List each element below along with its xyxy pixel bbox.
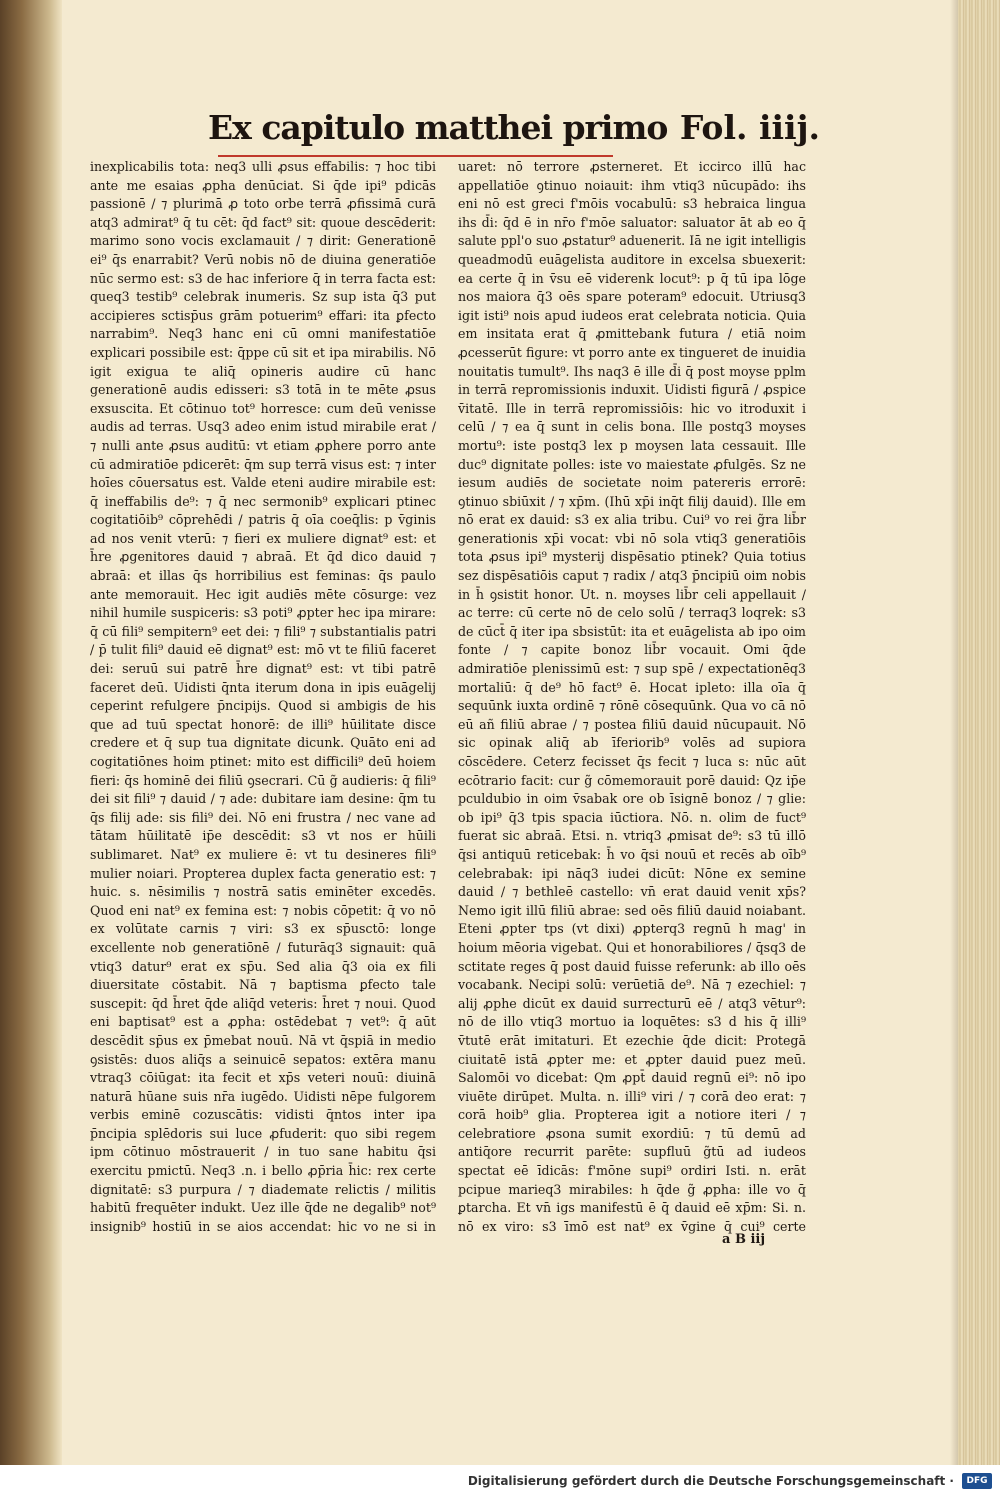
text-column-left <box>90 158 436 1238</box>
red-underline <box>218 155 613 157</box>
running-header <box>208 108 820 158</box>
text-column-right <box>458 158 806 1238</box>
dfg-logo: DFG <box>962 1473 992 1489</box>
signature-mark: a B iij <box>722 1232 766 1247</box>
column-right-text: uaret: nō terrore ꝓsterneret. Et iccirco illū hac appellatiōe ꝯtinuo noiauit: ihm vtiq3 nūcupādo: ihs eni nō est greci f'mōis vocabulū: s3 hebraica lingua ihs d̄i: q̄d ē in nr̄o f'mōe saluator: saluator āt ab eo q̄ salute ppl'o suo ꝓstatur⁹ aduenerit. Iā ne igit intelligis queadmodū euāgelista auditore in excelsa sbuexerit: ea certe q̄ in v̄su eē viderenk locut⁹: p q̄ tū ipa lōge nos maiora q̄3 oēs spare poteram⁹ edocuit. Utriusq3 igit isti⁹ nois apud iudeos erat celebrata noticia. Quia em insitata erat q̄ ꝓmittebank futura / etiā noim ꝓcesserūt figure: vt porro ante ex tingueret de inuidia nouitatis tumult⁹. Ihs naq3 ē ille d̄i q̄ post moyse pplm in terrā repromissionis induxit. Uidisti figurā / ꝓspice v̄itatē. Ille in terrā repromissiōis: hic vo itroduxit i celū / ⁊ ea q̄ sunt in celis bona. Ille postq3 moyses mortu⁹: iste postq3 lex p moysen lata cessauit. Ille duc⁹ dignitate polles: iste vo maiestate ꝓfulgēs. Sz ne iesum audiēs de societate noim patereris errorē: ꝯtinuo sbiūxit / ⁊ xp̄m. (Ihū xp̄i inq̄t filij dauid). Ille em nō erat ex dauid: s3 ex alia tribu. Cui⁹ vo rei g̃ra lib̄r generationis xp̄i vocat: vbi nō sola vtiq3 generatiōis tota ꝓsus ipi⁹ mysterij dispēsatio ptinek? Quia totius sez dispēsatiōis caput ⁊ radix / atq3 p̄ncipiū oim nobis in h̄ ꝯsistit honor. Ut. n. moyses lib̄r celi appellauit / ac terre: cū certe nō de celo solū / terraq3 loqrek: s3 de cūct̄ q̄ iter ipa sbsistūt: ita et euāgelista ab ipo oim fonte / ⁊ capite bonoz lib̄r vocauit. Omi q̄de admiratiōe plenissimū est: ⁊ sup spē / expectationēq3 mortaliū: q̄ de⁹ hō fact⁹ ē. Hocat ipleto: illa oīa q̄ sequūnk iuxta ordinē ⁊ rōnē cōsequūnk. Qua vo cā nō eū añ filiū abrae / ⁊ postea filiū dauid nūcupauit. Nō sic opinak aliq̄ ab īferiorib⁹ volēs ad supiora cōscēdere. Ceterz fecisset q̄s fecit ⁊ luca s: nūc aūt ecōtrario facit: cur g̃ cōmemorauit porē dauid: Qz ip̄e pculdubio in oim v̄sabak ore ob īsignē bonoz / ⁊ glie: ob ipi⁹ q̄3 tpis spacia iūctiora. Nō. n. olim de fuct⁹ fuerat sic abraā. Etsi. n. vtriq3 ꝓmisat de⁹: s3 tū illō q̄si antiquū reticebak: h̄ vo q̄si nouū et recēs ab oīb⁹ celebrabak: ipi nāq3 iudei dicūt: Nōne ex semine dauid / ⁊ bethleē castello: vn̄ erat dauid venit xp̄s? Nemo igit illū filiū abrae: sed oēs filiū dauid noiabant. Eteni ꝓpter tps (vt dixi) ꝓpterq3 regnū h mag' in hoium mēoria vigebat. Qui et honorabiliores / q̄sq3 de sctitate reges q̄ post dauid fuisse referunk: ab illo oēs vocabank. Necipi solū: verūetiā de⁹. Nā ⁊ ezechiel: ⁊ alij ꝓphe dicūt ex dauid surrecturū eē / atq3 vētur⁹: nō de illo vtiq3 mortuo ia loquētes: s3 d his q̄ illi⁹ v̄tutē erāt imitaturi. Et ezechie q̄de dicit: Protegā ciuitatē istā ꝓpter me: et ꝓpter dauid puez meū. Salomōi vo dicebat: Qm ꝓpt̄ dauid regnū ei⁹: nō ipo viuēte dirūpet. Multa. n. illi⁹ viri / ⁊ corā deo erat: ⁊ corā hoib⁹ glia. Propterea igit a notiore iteri / ⁊ celebratiore ꝓsona sumit exordiū: ⁊ tū demū ad antiq̄ore recurrit parēte: supfluū g̃tū ad iudeos spectat eē īdicās: f'mōne supi⁹ ordiri Isti. n. erāt pcipue marieq3 mirabiles: h q̄de g̃ ꝓpha: ille vo q̄ ꝑtarcha. Et vn̄ igs manifestū ē q̄ dauid eē xp̄m: Si. n. nō ex viro: s3 ī̄mō est nat⁹ ex v̄gine q̄ cui⁹ certe <box>458 159 806 1234</box>
folio-number: Fol. iiij. <box>679 108 820 147</box>
page-stack-edges <box>958 0 1000 1465</box>
digitization-footer <box>0 1465 1000 1497</box>
running-title: Ex capitulo matthei primo <box>208 108 668 147</box>
funding-credit: Digitalisierung gefördert durch die Deutsche Forschungsgemeinschaft · <box>467 1474 954 1488</box>
book-spine <box>0 0 62 1465</box>
column-left-text: inexplicabilis tota: neq3 ulli ꝓsus effabilis: ⁊ hoc tibi ante me esaias ꝓpha denūciat. Si q̄de ipi⁹ pdicās passionē / ⁊ plurimā ꝓ toto orbe terrā ꝓfissimā curā atq3 admirat⁹ q̄ tu cēt: q̄d fact⁹ sit: quoue descēderit: marimo sono vocis exclamauit / ⁊ dirit: Generationē ei⁹ q̄s enarrabit? Verū nobis nō de diuina generatiōe nūc sermo est: s3 de hac inferiore q̄ in terra facta est: queq3 testib⁹ celebrak inumeris. Sz sup ista q̄3 put accipieres sctisp̄us grām potuerim⁹ effari: ita ꝑfecto narrabim⁹. Neq3 hanc eni cū omni manifestatiōe explicari possibile est: q̄ppe cū sit et ipa mirabilis. Nō igit exigua te aliq̄ opineris audire cū hanc generationē audis edisseri: s3 totā in te mēte ꝓsus exsuscita. Et cōtinuo tot⁹ horresce: cum deū venisse audis ad terras. Usq3 adeo enim istud mirabile erat / ⁊ nulli ante ꝓsus auditū: vt etiam ꝓphere porro ante cū admiratiōe pdicerēt: q̄m sup terrā visus est: ⁊ inter hoīes cōuersatus est. Valde eteni audire mirabile est: q̄ ineffabilis de⁹: ⁊ q̄ nec sermonib⁹ explicari ptinec cogitatiōib⁹ cōprehēdi / patris q̄ oīa coeq̄lis: p v̄ginis ad nos venit vterū: ⁊ fieri ex muliere dignat⁹ est: et h̄re ꝓgenitores dauid ⁊ abraā. Et q̄d dico dauid ⁊ abraā: et illas q̄s horribilius est feminas: q̄s paulo ante memorauit. Hec igit audiēs mēte cōsurge: vez nihil humile suspiceris: s3 poti⁹ ꝓpter hec ipa mirare: q̄ cū fili⁹ sempitern⁹ eet dei: ⁊ fili⁹ ⁊ substantialis patri / p̄ tulit fili⁹ dauid eē dignat⁹ est: mō vt te filiū faceret dei: seruū sui patrē h̄re dignat⁹ est: vt tibi patrē faceret deū. Uidisti q̄nta iterum dona in ipis euāgelij ceperint refulgere p̄ncipijs. Quod si ambigis de his que ad tuū spectat honorē: de illi⁹ hūilitate disce credere et q̄ sup tua dignitate dicunk. Quāto eni ad cogitatiōnes hoim ptinet: mito est difficili⁹ deū hoiem fieri: q̄s hominē dei filiū ꝯsecrari. Cū g̃ audieris: q̄ fili⁹ dei sit fili⁹ ⁊ dauid / ⁊ ade: dubitare iam desine: q̄m tu q̄s filij ade: sis fili⁹ dei. Nō eni frustra / nec vane ad tātam hūilitatē ip̄e descēdit: s3 vt nos er hūili sublimaret. Nat⁹ ex muliere ē: vt tu desineres fili⁹ mulier noiari. Propterea duplex facta generatio est: ⁊ huic. s. nēsimilis ⁊ nostrā satis eminēter excedēs. Quod eni nat⁹ ex femina est: ⁊ nobis cōpetit: q̄ vo nō ex volūtate carnis ⁊ viri: s3 ex sp̄usctō: longe excellente nob generatiōnē / futurāq3 signauit: quā vtiq3 datur⁹ erat ex sp̄u. Sed alia q̄3 oia ex fili diuersitate cōstabit. Nā ⁊ baptisma ꝑfecto tale suscepit: q̄d h̄ret q̄de aliq̄d veteris: h̄ret ⁊ noui. Quod eni baptisat⁹ est a ꝓpha: ostēdebat ⁊ vet⁹: q̄ aūt descēdit sp̄us ex p̄mebat nouū. Nā vt q̄spiā in medio ꝯsistēs: duos aliq̄s a seinuicē sepatos: extēra manu vtraq3 cōiūgat: ita fecit et xp̄s veteri nouū: diuinā naturā hūane suis nr̄a iugēdo. Uidisti nēpe fulgorem verbis eminē cozuscātis: vidisti q̄ntos inter ipa p̄ncipia splēdoris sui luce ꝓfuderit: quo sibi regem ipm cōtinuo mōstrauerit / in tuo sane habitu q̄si exercitu pmictū. Neq3 .n. i bello ꝓp̄ria h̄ic: rex certe dignitatē: s3 purpura / ⁊ diademate relictis / militis habitū frequēter indukt. Uez ille q̄de ne degalib⁹ not⁹ insignib⁹ hostiū in se aios accendat: hic vo ne si in <box>90 159 436 1234</box>
